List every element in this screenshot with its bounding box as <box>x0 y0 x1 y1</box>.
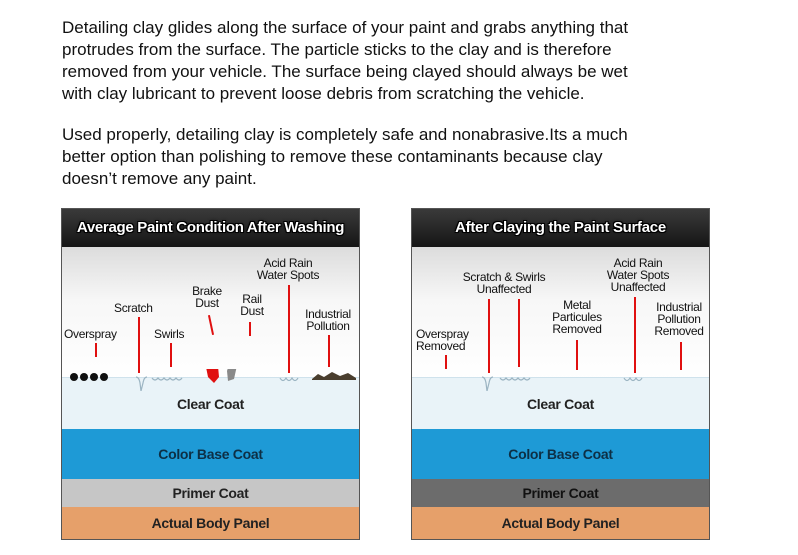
diagram-title: Average Paint Condition After Washing <box>62 209 359 247</box>
label-line: Rail <box>242 292 262 306</box>
label-line: Overspray <box>416 327 469 341</box>
body-panel-layer: Actual Body Panel <box>412 507 709 539</box>
label-rail-dust <box>234 293 270 317</box>
rail-dust-particle <box>227 369 244 381</box>
pointer-line <box>138 317 140 373</box>
pointer-line <box>95 343 97 357</box>
diagram-title: After Claying the Paint Surface <box>412 209 709 247</box>
label-line: Water Spots <box>606 268 670 282</box>
color-base-coat-layer: Color Base Coat <box>62 429 359 479</box>
label-scratch: Scratch <box>114 301 153 315</box>
label-brake-dust <box>190 285 224 309</box>
scratch-mark <box>136 377 147 391</box>
color-base-coat-layer: Color Base Coat <box>412 429 709 479</box>
label-line: Industrial <box>305 307 351 321</box>
paint-after-diagram <box>411 208 710 540</box>
label-line: Water Spots <box>256 268 320 282</box>
paint-before-diagram <box>61 208 360 540</box>
label-line: Acid Rain <box>613 256 663 270</box>
safety-paragraph <box>62 124 762 190</box>
scratch-mark <box>482 377 493 391</box>
label-acid-rain <box>248 257 328 281</box>
pointer-line <box>518 299 520 367</box>
paragraph-line: Detailing clay glides along the surface of your paint and grabs anything that <box>62 18 629 37</box>
label-swirls: Swirls <box>154 327 185 341</box>
label-line: Scratch & Swirls <box>462 270 546 284</box>
surface-defects-graphic <box>62 369 359 391</box>
overspray-particle <box>100 373 108 381</box>
paragraph-line: Used properly, detailing clay is completely safe and nonabrasive.Its a much <box>62 125 628 144</box>
label-line: Unaffected <box>610 280 666 294</box>
paragraph-line: removed from your vehicle. The surface being clayed should always be wet <box>62 62 628 81</box>
intro-paragraph <box>62 17 762 105</box>
label-line: Metal <box>563 298 591 312</box>
primer-coat-layer: Primer Coat <box>412 479 709 507</box>
label-line: Dust <box>195 296 219 310</box>
clear-coat-layer: Clear Coat <box>412 377 709 430</box>
paragraph-line: better option than polishing to remove these contaminants because clay <box>62 147 603 166</box>
pointer-line <box>288 285 290 373</box>
label-industrial-pollution-removed <box>650 301 708 337</box>
pointer-line <box>680 342 682 370</box>
label-line: Particules <box>552 310 602 324</box>
paragraph-line: with clay lubricant to prevent loose debris from scratching the vehicle. <box>62 84 585 103</box>
overspray-particle <box>80 373 88 381</box>
label-line: Unaffected <box>476 282 532 296</box>
label-line: Pollution <box>306 319 350 333</box>
label-line: Industrial <box>656 300 702 314</box>
swirl-marks <box>152 378 182 380</box>
label-line: Dust <box>240 304 264 318</box>
pointer-line <box>576 340 578 370</box>
industrial-fallout <box>312 372 356 380</box>
label-line: Removed <box>416 339 466 353</box>
label-overspray: Overspray <box>64 327 117 341</box>
water-spot-mark <box>280 378 298 381</box>
clear-coat-layer: Clear Coat <box>62 377 359 430</box>
pointer-line <box>445 355 447 369</box>
pointer-line <box>634 297 636 373</box>
label-line: Pollution <box>657 312 701 326</box>
pointer-line <box>328 335 330 367</box>
label-line: Brake <box>192 284 222 298</box>
pointer-line <box>249 322 251 336</box>
primer-coat-layer: Primer Coat <box>62 479 359 507</box>
paragraph-line: doesn’t remove any paint. <box>62 169 257 188</box>
overspray-particle <box>90 373 98 381</box>
label-metal-particules <box>546 299 608 335</box>
brake-dust-particle <box>206 369 219 383</box>
overspray-particle <box>70 373 78 381</box>
label-line: Acid Rain <box>263 256 313 270</box>
water-spot-mark <box>624 378 642 381</box>
body-panel-layer: Actual Body Panel <box>62 507 359 539</box>
pointer-line <box>170 343 172 367</box>
label-line: Removed <box>552 322 602 336</box>
surface-defects-graphic <box>412 369 709 391</box>
label-line: Removed <box>654 324 704 338</box>
label-overspray-removed <box>416 328 472 352</box>
swirl-marks <box>500 378 530 380</box>
pointer-line <box>488 299 490 373</box>
label-scratch-swirls <box>454 271 554 295</box>
label-industrial-pollution <box>300 308 356 332</box>
paragraph-line: protrudes from the surface. The particle sticks to the clay and is therefore <box>62 40 612 59</box>
label-acid-rain <box>598 257 678 293</box>
